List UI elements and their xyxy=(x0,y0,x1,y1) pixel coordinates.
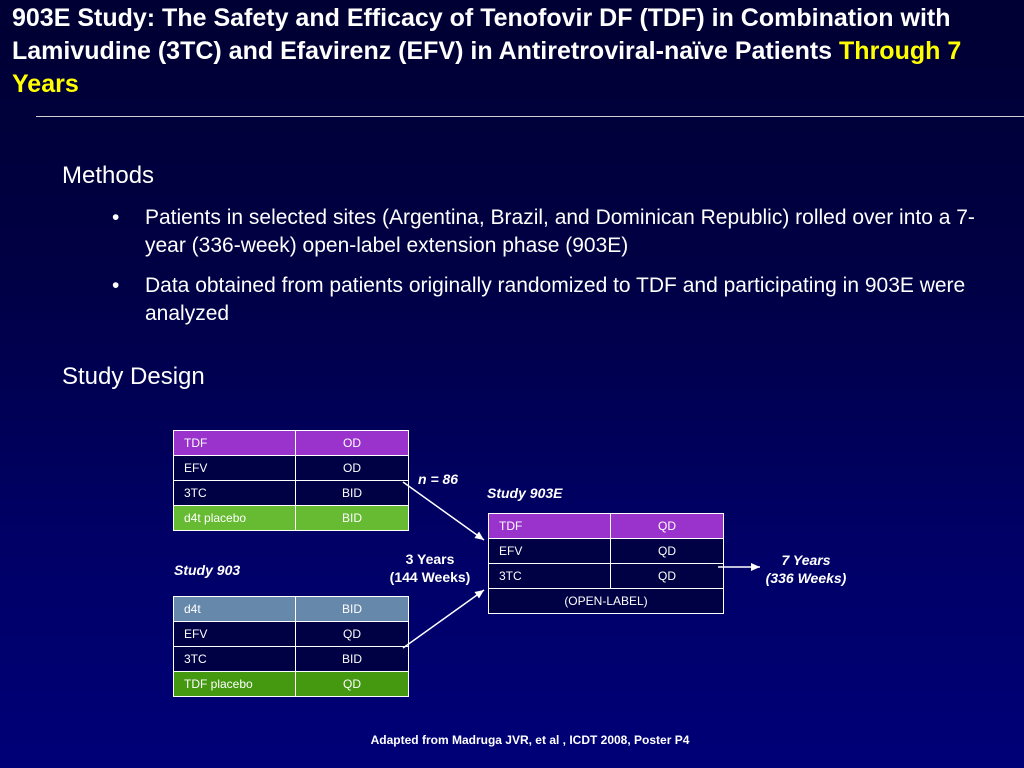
drug-cell: EFV xyxy=(174,622,296,647)
study-design-heading: Study Design xyxy=(62,363,205,390)
seven-years-line1: 7 Years xyxy=(781,552,831,568)
drug-cell: d4t placebo xyxy=(174,506,296,531)
drug-cell: 3TC xyxy=(489,564,611,589)
arrow-d4t-arm-to-903e xyxy=(403,590,484,648)
dose-cell: QD xyxy=(611,539,724,564)
dose-cell: QD xyxy=(611,514,724,539)
three-years-line2: (144 Weeks) xyxy=(389,569,471,585)
study-903e-label: Study 903E xyxy=(487,485,563,501)
methods-bullet-text-1: Patients in selected sites (Argentina, Brazil, and Dominican Republic) rolled over into a 7-year (336-week) open-label extension phase (903E) xyxy=(145,206,975,257)
drug-cell: EFV xyxy=(489,539,611,564)
dose-cell: BID xyxy=(296,647,409,672)
three-years-line1: 3 Years xyxy=(405,551,455,567)
bullet-dot-icon: • xyxy=(112,274,120,297)
drug-cell: d4t xyxy=(174,597,296,622)
drug-cell: TDF xyxy=(489,514,611,539)
drug-cell: TDF placebo xyxy=(174,672,296,697)
drug-cell: 3TC xyxy=(174,481,296,506)
methods-bullet-text-2: Data obtained from patients originally randomized to TDF and participating in 903E were analyzed xyxy=(145,274,966,325)
open-label-cell: (OPEN-LABEL) xyxy=(489,589,724,614)
dose-cell: BID xyxy=(296,506,409,531)
study-903-label: Study 903 xyxy=(174,562,241,578)
citation-footer: Adapted from Madruga JVR, et al , ICDT 2008, Poster P4 xyxy=(370,733,690,747)
methods-heading: Methods xyxy=(62,162,155,189)
bullet-dot-icon: • xyxy=(112,206,120,229)
dose-cell: QD xyxy=(296,672,409,697)
n-patients-label: n = 86 xyxy=(418,471,459,487)
dose-cell: QD xyxy=(296,622,409,647)
dose-cell: OD xyxy=(296,431,409,456)
seven-years-line2: (336 Weeks) xyxy=(765,570,847,586)
arrow-tdf-arm-to-903e xyxy=(403,482,484,540)
drug-cell: EFV xyxy=(174,456,296,481)
title-highlight: Through 7 Years xyxy=(12,37,962,98)
drug-cell: TDF xyxy=(174,431,296,456)
dose-cell: QD xyxy=(611,564,724,589)
dose-cell: BID xyxy=(296,481,409,506)
dose-cell: BID xyxy=(296,597,409,622)
dose-cell: OD xyxy=(296,456,409,481)
title-main: 903E Study: The Safety and Efficacy of Tenofovir DF (TDF) in Combination with Lamivudine (3TC) and Efavirenz (EFV) in Antiretroviral-naïve Patients xyxy=(12,4,951,65)
drug-cell: 3TC xyxy=(174,647,296,672)
